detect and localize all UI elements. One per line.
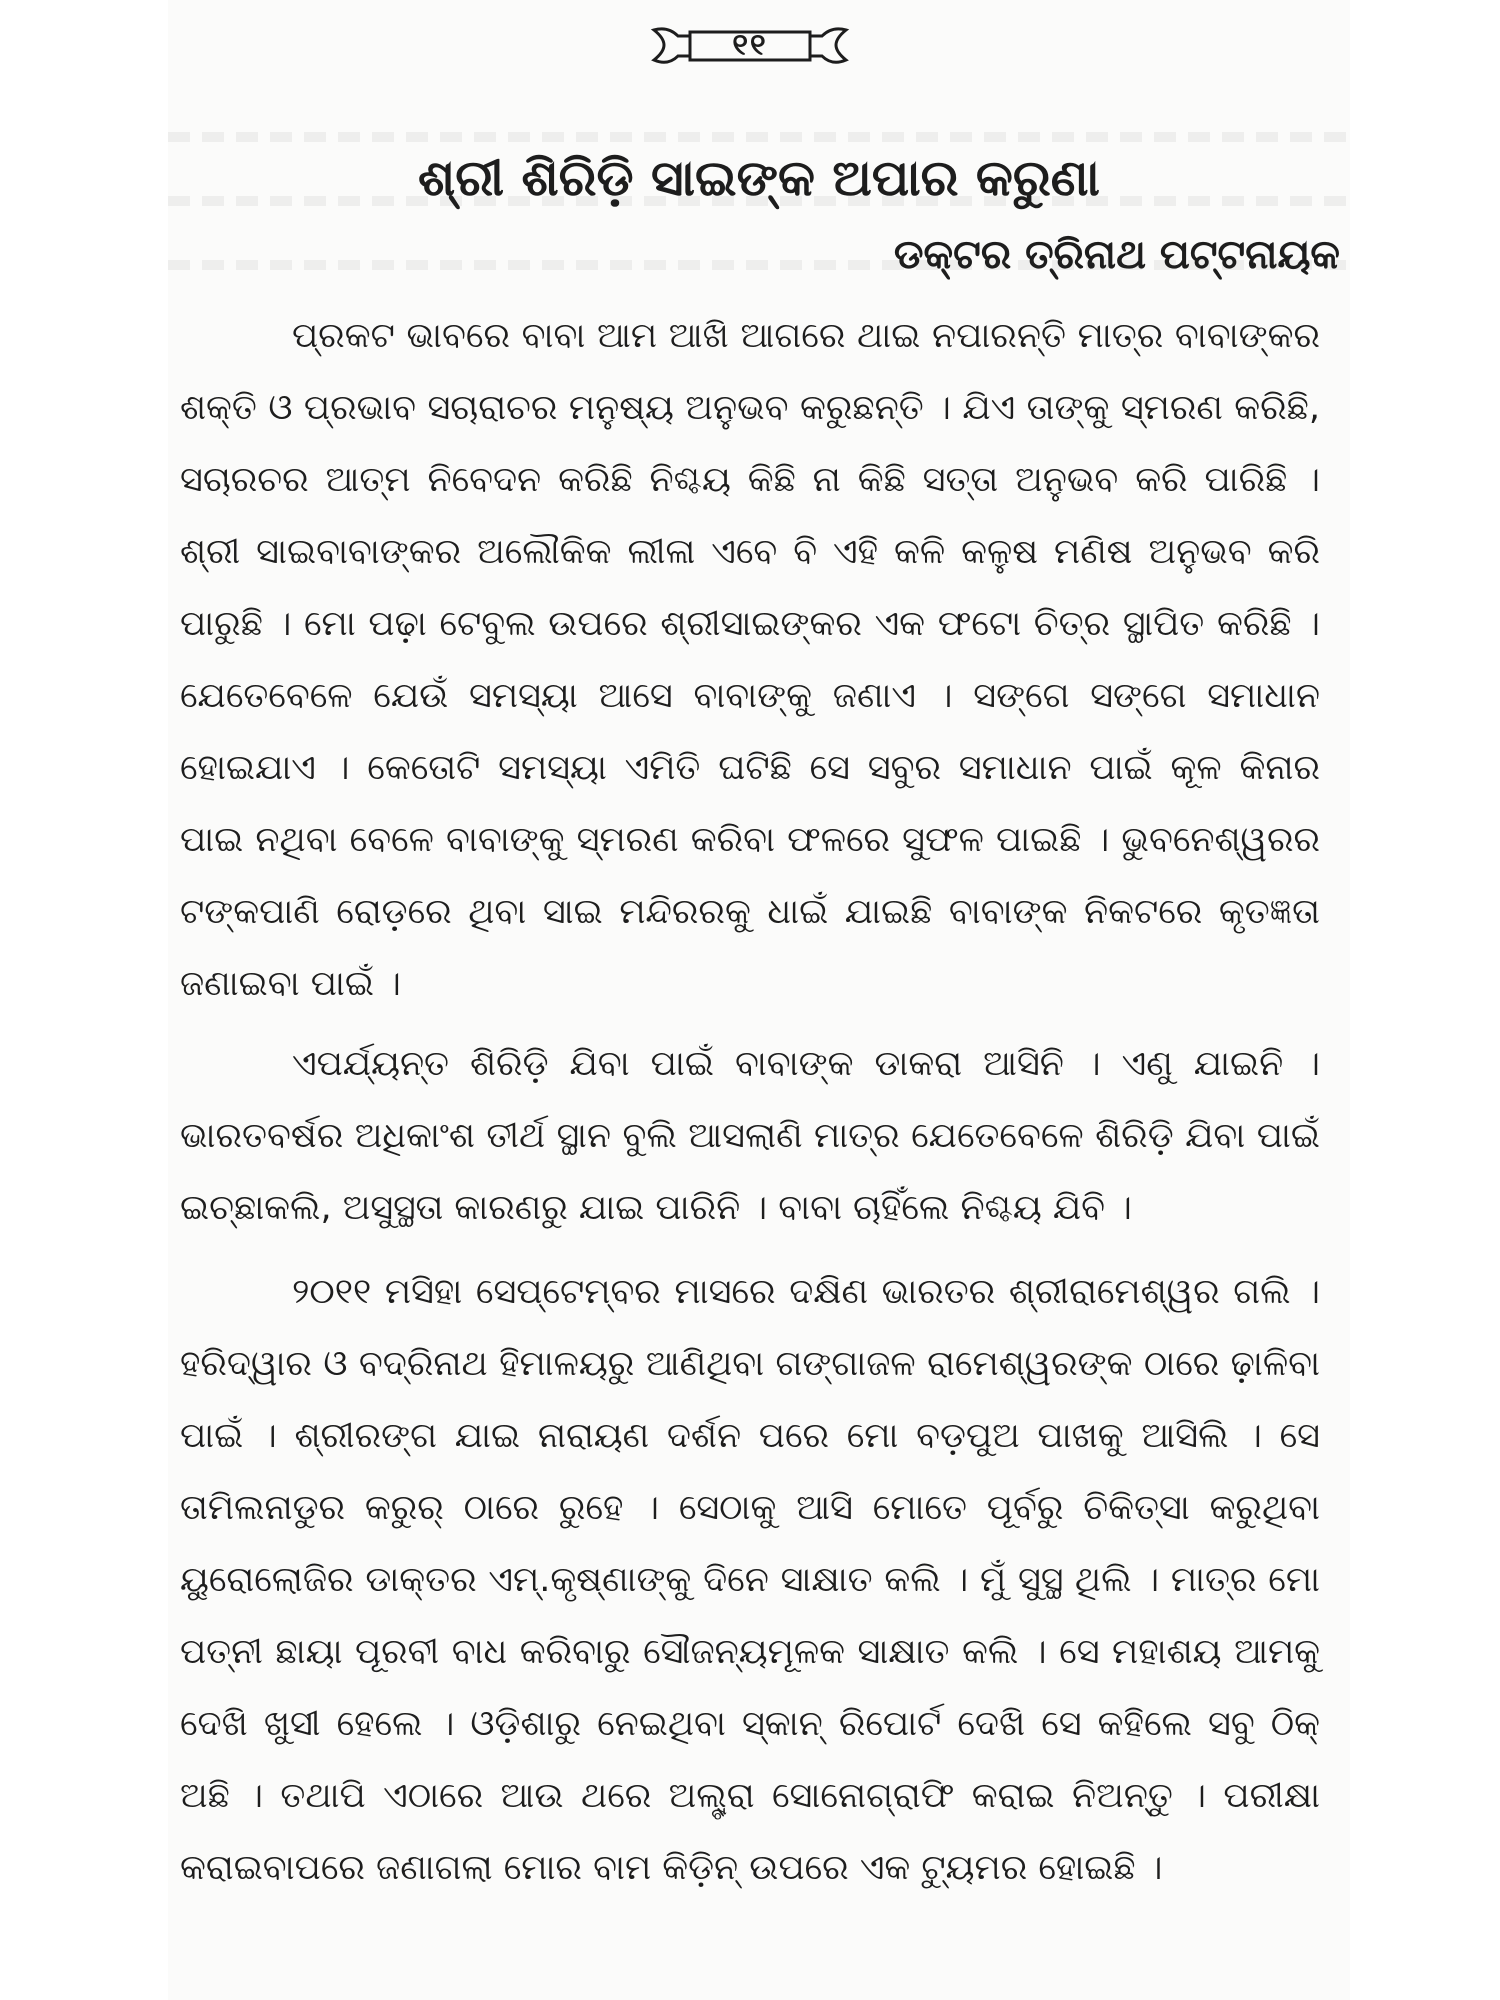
bleed-through-line bbox=[168, 132, 1350, 142]
page-number: ୧୧ bbox=[732, 27, 768, 63]
paragraph: ୨୦୧୧ ମସିହା ସେପ୍ଟେମ୍ବର ମାସରେ ଦକ୍ଷିଣ ଭାରତର ଶ୍ରୀରାମେଶ୍ୱର ଗଲି । ହରିଦ୍ୱାର ଓ ବଦ୍ରିନାଥ ହିମାଳୟରୁ ଆଣିଥିବା ଗଙ୍ଗାଜଳ ରାମେଶ୍ୱରଙ୍କ ଠାରେ ଢ଼ାଳିବା ପାଇଁ । ଶ୍ରୀରଙ୍ଗ ଯାଇ ନାରାୟଣ ଦର୍ଶନ ପରେ ମୋ ବଡ଼ପୁଅ ପାଖକୁ ଆସିଲି । ସେ ତାମିଲନାଡୁର କରୁର୍ ଠାରେ ରୁହେ । ସେଠାକୁ ଆସି ମୋତେ ପୂର୍ବରୁ ଚିକିତ୍ସା କରୁଥିବା ୟୁରୋଲୋଜିର ଡାକ୍ତର ଏମ୍.କୃଷ୍ଣାଙ୍କୁ ଦିନେ ସାକ୍ଷାତ କଲି । ମୁଁ ସୁସ୍ଥ ଥିଲି । ମାତ୍ର ମୋ ପତ୍ନୀ ଛାୟା ପୂରବୀ ବାଧ କରିବାରୁ ସୌଜନ୍ୟମୂଳକ ସାକ୍ଷାତ କଲି । ସେ ମହାଶୟ ଆମକୁ ଦେଖି ଖୁସୀ ହେଲେ । ଓଡ଼ିଶାରୁ ନେଇଥିବା ସ୍କାନ୍ ରିପୋର୍ଟ ଦେଖି ସେ କହିଲେ ସବୁ ଠିକ୍ ଅଛି । ତଥାପି ଏଠାରେ ଆଉ ଥରେ ଅଲ୍ଟ୍ରା ସୋନୋଗ୍ରାଫି କରାଇ ନିଅନ୍ତୁ । ପରୀକ୍ଷା କରାଇବାପରେ ଜଣାଗଲା ମୋର ବାମ କିଡ଼ିନ୍ ଉପରେ ଏକ ଟ୍ୟୁମର ହୋଇଛି । bbox=[180, 1272, 1320, 1888]
article-title: ଶ୍ରୀ ଶିରିଡ଼ି ସାଇଙ୍କ ଅପାର କରୁଣା bbox=[418, 149, 1100, 207]
author-name: ଡକ୍ଟର ତ୍ରିନାଥ ପଟ୍ଟନାୟକ bbox=[893, 232, 1340, 278]
page-number-ornament bbox=[650, 22, 850, 68]
paragraph: ଏପର୍ଯ୍ୟନ୍ତ ଶିରିଡ଼ି ଯିବା ପାଇଁ ବାବାଙ୍କ ଡାକରା ଆସିନି । ଏଣୁ ଯାଇନି । ଭାରତବର୍ଷର ଅଧିକାଂଶ ତୀର୍ଥ ସ୍ଥାନ ବୁଲି ଆସଲାଣି ମାତ୍ର ଯେତେବେଳେ ଶିରିଡ଼ି ଯିବା ପାଇଁ ଇଚ୍ଛାକଲି, ଅସୁସ୍ଥତା କାରଣରୁ ଯାଇ ପାରିନି । ବାବା ଚାହିଁଲେ ନିଶ୍ଚୟ ଯିବି । bbox=[180, 1044, 1320, 1228]
article-body bbox=[180, 300, 1320, 1904]
left-margin bbox=[0, 0, 168, 2000]
paragraph: ପ୍ରକଟ ଭାବରେ ବାବା ଆମ ଆଖି ଆଗରେ ଥାଇ ନପାରନ୍ତି ମାତ୍ର ବାବାଙ୍କର ଶକ୍ତି ଓ ପ୍ରଭାବ ସଚାରାଚର ମନୁଷ୍ୟ ଅନୁଭବ କରୁଛନ୍ତି । ଯିଏ ତାଙ୍କୁ ସ୍ମରଣ କରିଛି, ସଚାରଚର ଆତ୍ମ ନିବେଦନ କରିଛି ନିଶ୍ଚୟ କିଛି ନା କିଛି ସତ୍ତା ଅନୁଭବ କରି ପାରିଛି । ଶ୍ରୀ ସାଇବାବାଙ୍କର ଅଲୌକିକ ଲୀଳା ଏବେ ବି ଏହି କଳି କଳୁଷ ମଣିଷ ଅନୁଭବ କରି ପାରୁଛି । ମୋ ପଢ଼ା ଟେବୁଲ ଉପରେ ଶ୍ରୀସାଇଙ୍କର ଏକ ଫଟୋ ଚିତ୍ର ସ୍ଥାପିତ କରିଛି । ଯେତେବେଳେ ଯେଉଁ ସମସ୍ୟା ଆସେ ବାବାଙ୍କୁ ଜଣାଏ । ସଙ୍ଗେ ସଙ୍ଗେ ସମାଧାନ ହୋଇଯାଏ । କେତୋଟି ସମସ୍ୟା ଏମିତି ଘଟିଛି ସେ ସବୁର ସମାଧାନ ପାଇଁ କୂଳ କିନାର ପାଇ ନଥିବା ବେଳେ ବାବାଙ୍କୁ ସ୍ମରଣ କରିବା ଫଳରେ ସୁଫଳ ପାଇଛି । ଭୁବନେଶ୍ୱରର ଟଙ୍କପାଣି ରୋଡ଼ରେ ଥିବା ସାଇ ମନ୍ଦିରରକୁ ଧାଇଁ ଯାଇଛି ବାବାଙ୍କ ନିକଟରେ କୃତଜ୍ଞତା ଜଣାଇବା ପାଇଁ । bbox=[180, 316, 1320, 1004]
right-margin bbox=[1350, 0, 1500, 2000]
